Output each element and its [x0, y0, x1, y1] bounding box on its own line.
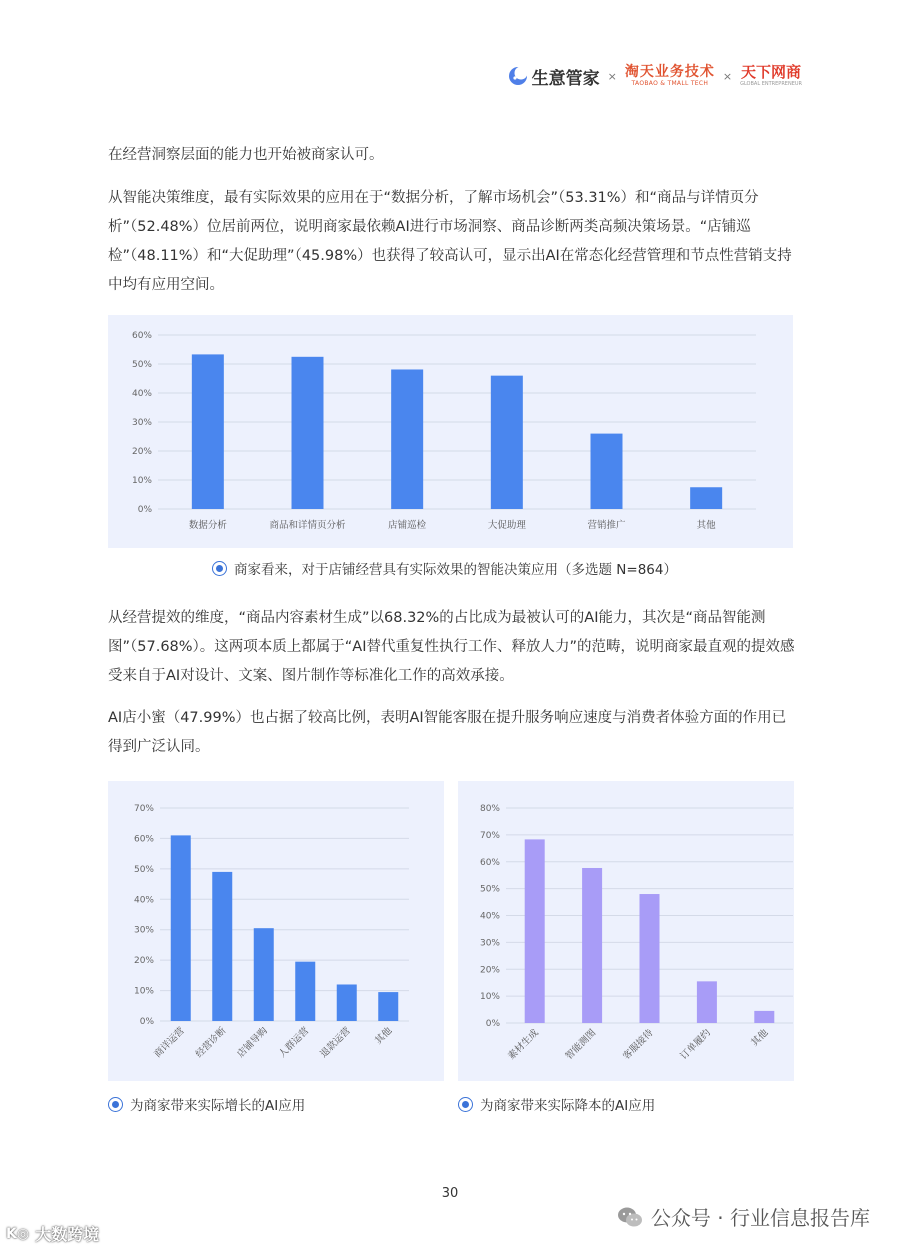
y-tick-label: 70% — [133, 804, 154, 814]
bar — [254, 928, 274, 1021]
bar — [582, 868, 602, 1023]
watermark-left-text: 大数跨境 — [35, 1225, 100, 1244]
y-tick-label: 40% — [479, 911, 500, 922]
chart3-caption-text: 为商家带来实际降本的AI应用 — [480, 1098, 656, 1114]
brand2-text: 淘天业务技术 — [624, 64, 715, 80]
y-tick-label: 60% — [479, 857, 500, 868]
category-label: 人群运营 — [276, 1025, 312, 1061]
y-tick-label: 50% — [479, 884, 500, 895]
decision-apps-chart — [108, 315, 793, 548]
caption-bullet-icon — [212, 561, 227, 576]
category-label: 素材生成 — [506, 1027, 541, 1063]
category-label: 其他 — [749, 1027, 771, 1049]
decision-apps-chart-svg — [108, 315, 793, 548]
chart2-caption-text: 为商家带来实际增长的AI应用 — [130, 1098, 306, 1114]
paragraph-1: 在经营洞察层面的能力也开始被商家认可。 — [108, 147, 384, 163]
bar — [690, 487, 722, 509]
category-label: 客服接待 — [620, 1027, 656, 1063]
chart2-caption — [108, 1094, 305, 1114]
brand-shengyiguanjia — [508, 64, 600, 89]
y-tick-label: 30% — [479, 938, 500, 949]
y-tick-label: 50% — [131, 360, 152, 370]
bar — [391, 369, 423, 509]
y-tick-label: 40% — [131, 389, 152, 399]
y-tick-label: 10% — [133, 986, 154, 997]
page-number: 30 — [441, 1186, 459, 1201]
bar — [591, 434, 623, 509]
y-tick-label: 40% — [133, 895, 154, 906]
category-label: 商详运营 — [152, 1025, 187, 1061]
caption-bullet-icon — [108, 1097, 123, 1112]
growth-apps-chart-svg — [108, 781, 444, 1081]
bar — [754, 1011, 774, 1023]
bar — [491, 376, 523, 509]
y-tick-label: 0% — [485, 1019, 500, 1029]
category-label: 退款运营 — [318, 1025, 353, 1061]
y-tick-label: 0% — [139, 1017, 154, 1027]
y-tick-label: 20% — [131, 447, 152, 457]
cost-reduction-chart-svg — [458, 781, 794, 1081]
brand1-text: 生意管家 — [531, 68, 600, 89]
bar — [295, 962, 315, 1021]
category-label: 其他 — [696, 520, 716, 531]
bar — [212, 872, 232, 1021]
y-tick-label: 10% — [479, 992, 500, 1003]
y-tick-label: 30% — [131, 418, 152, 428]
brand-separator: × — [607, 69, 617, 83]
chart3-caption — [458, 1094, 655, 1114]
category-label: 商品和详情页分析 — [269, 520, 346, 531]
watermark-left — [6, 1222, 99, 1245]
category-label: 经营诊断 — [193, 1025, 229, 1061]
brand2-subtext: TAOBAO & TMALL TECH — [631, 80, 709, 87]
y-tick-label: 50% — [133, 864, 154, 875]
y-tick-label: 10% — [131, 476, 152, 486]
y-tick-label: 60% — [133, 834, 154, 845]
bar — [378, 992, 398, 1021]
cost-reduction-chart — [458, 781, 794, 1081]
chart1-caption-text: 商家看来，对于店铺经营具有实际效果的智能决策应用（多选题 N=864） — [234, 562, 677, 578]
bar — [337, 984, 357, 1021]
paragraph-2: 从智能决策维度，最有实际效果的应用在于“数据分析，了解市场机会”（53.31%）和“商品与详情页分析”（52.48%）位居前两位，说明商家最依赖AI进行市场洞察、商品诊断两类高频决策场景。“店铺巡检”（48.11%）和“大促助理”（45.98%）也获得了较高认可，显示出AI在常态化经营管理和节点性营销支持中均有应用空间。 — [108, 190, 792, 293]
watermark-right-text: 公众号 · 行业信息报告库 — [650, 1206, 870, 1230]
y-tick-label: 60% — [131, 331, 152, 341]
y-tick-label: 70% — [479, 830, 500, 841]
y-tick-label: 20% — [133, 956, 154, 967]
y-tick-label: 30% — [133, 925, 154, 936]
brand-tianxiawangshang — [740, 65, 802, 87]
report-header — [508, 60, 802, 92]
bar — [525, 839, 545, 1023]
brand-separator: × — [722, 69, 733, 83]
moon-logo-icon — [508, 66, 528, 86]
category-label: 店铺巡检 — [388, 520, 427, 531]
category-label: 店铺导购 — [235, 1025, 270, 1061]
wechat-icon — [617, 1206, 643, 1228]
category-label: 其他 — [373, 1025, 395, 1047]
y-tick-label: 80% — [479, 804, 500, 814]
bar — [697, 981, 717, 1023]
bar — [292, 357, 324, 509]
brand3-text: 天下网商 — [741, 63, 802, 81]
bar — [192, 354, 224, 509]
brand3-subtext: GLOBAL ENTREPRENEUR — [740, 81, 802, 87]
paragraph-4: AI店小蜜（47.99%）也占据了较高比例，表明AI智能客服在提升服务响应速度与消费者体验方面的作用已得到广泛认同。 — [108, 710, 787, 755]
dashu-logo-icon: K◎ — [6, 1225, 30, 1242]
watermark-right — [617, 1202, 870, 1231]
brand-taotian — [625, 65, 715, 87]
caption-bullet-icon — [458, 1097, 473, 1112]
category-label: 数据分析 — [188, 520, 227, 531]
y-tick-label: 20% — [479, 965, 500, 976]
bar — [640, 894, 660, 1023]
chart1-caption — [212, 558, 677, 578]
bar — [171, 835, 191, 1021]
category-label: 智能测图 — [563, 1027, 599, 1063]
category-label: 大促助理 — [487, 520, 526, 531]
category-label: 订单履约 — [678, 1027, 714, 1063]
y-tick-label: 0% — [137, 505, 152, 515]
category-label: 营销推广 — [587, 520, 626, 531]
paragraph-3: 从经营提效的维度，“商品内容素材生成”以68.32%的占比成为最被认可的AI能力，其次是“商品智能测图”（57.68%）。这两项本质上都属于“AI替代重复性执行工作、释放人力”的范畴，说明商家最直观的提效感受来自于AI对设计、文案、图片制作等标准化工作的高效承接。 — [108, 610, 795, 684]
growth-apps-chart — [108, 781, 444, 1081]
